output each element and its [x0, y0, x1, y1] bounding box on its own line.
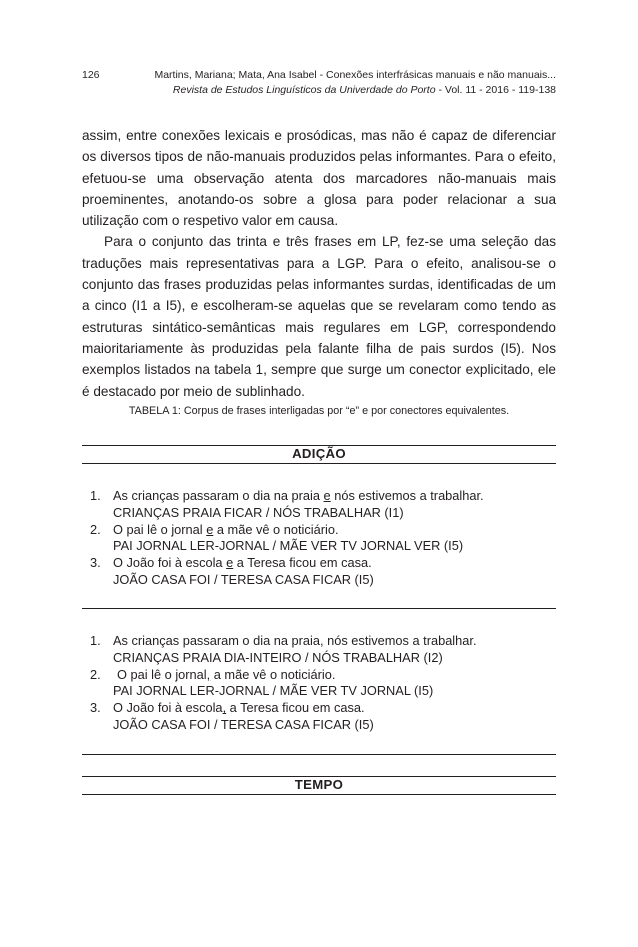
lgp-gloss: JOÃO CASA FOI / TERESA CASA FICAR (I5): [113, 716, 374, 732]
lp-sentence: O João foi à escola, a Teresa ficou em casa.: [113, 700, 365, 716]
connector-mark: e: [323, 488, 331, 503]
journal-citation: [173, 84, 556, 96]
example-item: [82, 667, 556, 701]
connector-mark: ,: [206, 666, 211, 682]
example-item: [82, 522, 556, 556]
lp-sentence: As crianças passaram o dia na praia, nós estivemos a trabalhar.: [113, 633, 477, 648]
section-title-adicao: ADIÇÃO: [292, 446, 346, 461]
table-rule: [82, 608, 556, 609]
section-title-tempo: TEMPO: [294, 777, 344, 792]
table-rule: [82, 794, 556, 795]
journal-name: Revista de Estudos Linguísticos da Univerdade do Porto: [172, 84, 436, 96]
page-number: 126: [82, 69, 100, 81]
lgp-gloss: JOÃO CASA FOI / TERESA CASA FICAR (I5): [113, 571, 374, 587]
table-rule: [82, 754, 556, 755]
lgp-gloss: CRIANÇAS PRAIA DIA-INTEIRO / NÓS TRABALHAR (I2): [113, 649, 443, 665]
example-item: [82, 700, 556, 734]
lgp-gloss: CRIANÇAS PRAIA FICAR / NÓS TRABALHAR (I1): [113, 504, 404, 520]
example-item: [82, 633, 556, 667]
connector-mark: e: [226, 555, 234, 571]
journal-details: - Vol. 11 - 2016 - 119-138: [435, 84, 556, 96]
connector-mark: ,: [320, 633, 324, 648]
body-text: [82, 125, 556, 402]
lgp-gloss: PAI JORNAL LER-JORNAL / MÃE VER TV JORNAL (I5): [113, 683, 434, 699]
examples-group: [82, 488, 556, 589]
lgp-gloss: PAI JORNAL LER-JORNAL / MÃE VER TV JORNAL VER (I5): [113, 538, 464, 554]
paragraph: assim, entre conexões lexicais e prosódicas, mas não é capaz de diferenciar os diversos tipos de não-manuais produzidos pelas informantes. Para o efeito, efetuou-se uma observação atenta dos marcadores não-manuais mais proeminentes, anotando-os sobre a glosa para poder relacionar a sua utilização com o respetivo valor em causa.: [82, 128, 556, 229]
paragraph: Para o conjunto das trinta e três frases em LP, fez-se uma seleção das traduções mais representativas para a LGP. Para o efeito, analisou-se o conjunto das frases produzidas pelas informantes surdas, identificadas de um a cinco (I1 a I5), e escolheram-se aquelas que se revelaram como tendo as estruturas sintático-semânticas mais regulares em LGP, correspondendo maioritariamente às produzidas pela falante filha de pais surdos (I5). Nos exemplos listados na tabela 1, sempre que surge um conector explicitado, ele é destacado por meio de sublinhado.: [82, 234, 556, 399]
example-number: 2.: [90, 666, 101, 682]
connector-mark: ,: [222, 700, 227, 716]
table-caption: TABELA 1: Corpus de frases interligadas por “e” e por conectores equivalentes.: [128, 405, 510, 417]
example-number: 3.: [90, 555, 101, 571]
example-number: 1.: [90, 633, 101, 648]
example-number: 1.: [90, 488, 101, 503]
lp-sentence: O pai lê o jornal, a mãe vê o noticiário.: [117, 666, 336, 682]
lp-sentence: O pai lê o jornal e a mãe vê o noticiário.: [113, 521, 339, 537]
examples-group: [82, 633, 556, 734]
running-title: Martins, Mariana; Mata, Ana Isabel - Conexões interfrásicas manuais e não manuais...: [154, 69, 556, 81]
lp-sentence: As crianças passaram o dia na praia e nós estivemos a trabalhar.: [113, 488, 484, 503]
table-rule: [82, 463, 556, 464]
example-item: [82, 555, 556, 589]
connector-mark: e: [206, 521, 214, 537]
example-number: 3.: [90, 700, 101, 716]
example-item: [82, 488, 556, 522]
example-number: 2.: [90, 521, 101, 537]
lp-sentence: O João foi à escola e a Teresa ficou em casa.: [113, 555, 372, 571]
